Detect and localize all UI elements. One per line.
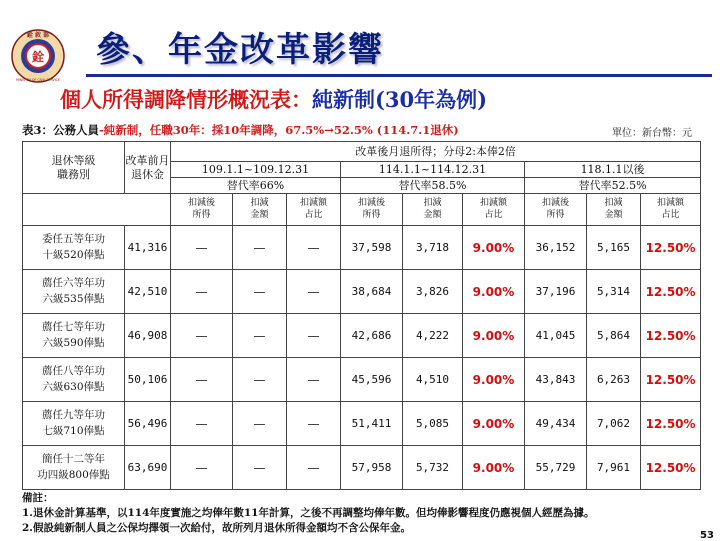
row-p1-income: —	[171, 314, 233, 358]
row-p1-amount: —	[233, 226, 287, 270]
table-row	[23, 270, 701, 314]
row-rank-name: 委任五等年功 十級520俸點	[23, 226, 125, 270]
row-p3-amount: 7,961	[587, 446, 641, 490]
row-p1-income: —	[171, 358, 233, 402]
row-pre-reform-amount: 63,690	[125, 446, 171, 490]
page-subtitle	[60, 84, 487, 114]
row-p1-income: —	[171, 402, 233, 446]
subheader-p3-amount: 扣減 金額	[587, 194, 641, 226]
row-p3-income: 43,843	[525, 358, 587, 402]
row-p3-ratio: 12.50%	[641, 358, 701, 402]
row-p3-ratio: 12.50%	[641, 314, 701, 358]
row-p1-amount: —	[233, 402, 287, 446]
subheader-p1-income: 扣減後 所得	[171, 194, 233, 226]
row-p2-amount: 3,718	[403, 226, 463, 270]
footnotes	[22, 491, 595, 536]
header-pre-reform: 改革前月 退休金	[125, 142, 171, 194]
seal-center-char: 銓	[31, 50, 45, 64]
row-p2-ratio: 9.00%	[463, 226, 525, 270]
row-p2-amount: 4,510	[403, 358, 463, 402]
subheader-p2-income: 扣減後 所得	[341, 194, 403, 226]
row-p1-ratio: —	[287, 358, 341, 402]
row-p2-amount: 5,085	[403, 402, 463, 446]
row-p3-amount: 6,263	[587, 358, 641, 402]
row-p2-income: 51,411	[341, 402, 403, 446]
row-p3-ratio: 12.50%	[641, 446, 701, 490]
row-p3-amount: 5,314	[587, 270, 641, 314]
subtitle-rest: 純新制(30年為例)	[312, 87, 488, 112]
row-p2-income: 57,958	[341, 446, 403, 490]
row-p3-income: 36,152	[525, 226, 587, 270]
row-p1-amount: —	[233, 446, 287, 490]
subheader-p3-income: 扣減後 所得	[525, 194, 587, 226]
period-2-range: 114.1.1~114.12.31	[341, 162, 525, 178]
row-p2-ratio: 9.00%	[463, 314, 525, 358]
row-p2-income: 38,684	[341, 270, 403, 314]
row-p1-income: —	[171, 270, 233, 314]
row-p3-amount: 5,864	[587, 314, 641, 358]
row-pre-reform-amount: 42,510	[125, 270, 171, 314]
row-pre-reform-amount: 41,316	[125, 226, 171, 270]
table-row	[23, 226, 701, 270]
row-rank-name: 薦任八等年功 六級630俸點	[23, 358, 125, 402]
row-p1-ratio: —	[287, 270, 341, 314]
row-pre-reform-amount: 46,908	[125, 314, 171, 358]
subheader-p2-amount: 扣減 金額	[403, 194, 463, 226]
period-1-range: 109.1.1~109.12.31	[171, 162, 341, 178]
subheader-p1-ratio: 扣減額 占比	[287, 194, 341, 226]
pension-table	[22, 141, 701, 490]
row-p1-ratio: —	[287, 402, 341, 446]
period-3-range: 118.1.1以後	[525, 162, 701, 178]
row-p3-amount: 5,165	[587, 226, 641, 270]
title-divider	[86, 74, 712, 77]
row-p2-income: 37,598	[341, 226, 403, 270]
period-3-rate: 替代率52.5%	[525, 178, 701, 194]
row-p2-amount: 4,222	[403, 314, 463, 358]
footnote-1: 1.退休金計算基準，以114年度實施之均俸年數11年計算，之後不再調整均俸年數。但均俸影響程度仍應視個人經歷為據。	[22, 507, 595, 519]
row-p1-amount: —	[233, 270, 287, 314]
period-2-rate: 替代率58.5%	[341, 178, 525, 194]
table-row	[23, 402, 701, 446]
row-p2-amount: 5,732	[403, 446, 463, 490]
footnotes-heading: 備註：	[22, 492, 54, 504]
row-p2-ratio: 9.00%	[463, 402, 525, 446]
row-p3-ratio: 12.50%	[641, 270, 701, 314]
header-rank: 退休等級 職務別	[23, 142, 125, 194]
period-1-rate: 替代率66%	[171, 178, 341, 194]
row-pre-reform-amount: 56,496	[125, 402, 171, 446]
row-pre-reform-amount: 50,106	[125, 358, 171, 402]
row-p2-amount: 3,826	[403, 270, 463, 314]
row-p3-income: 49,434	[525, 402, 587, 446]
row-rank-name: 薦任六等年功 六級535俸點	[23, 270, 125, 314]
table-row	[23, 358, 701, 402]
header-post-reform: 改革後月退所得；分母2:本俸2倍	[171, 142, 701, 162]
table-caption-detail: -純新制，任職30年：採10年調降，67.5%→52.5% (114.7.1退休)	[99, 123, 459, 137]
table-caption-label: 表3：公務人員	[22, 123, 100, 137]
subheader-p1-amount: 扣減 金額	[233, 194, 287, 226]
ministry-seal-icon	[10, 28, 66, 84]
row-p1-amount: —	[233, 314, 287, 358]
row-p2-income: 42,686	[341, 314, 403, 358]
row-p1-ratio: —	[287, 314, 341, 358]
row-p1-ratio: —	[287, 446, 341, 490]
row-rank-name: 薦任七等年功 六級590俸點	[23, 314, 125, 358]
seal-bottom-text: MINISTRY OF CIVIL SERVICE	[16, 78, 60, 82]
subtitle-lead: 個人所得調降情形概況表：	[60, 87, 312, 112]
subheader-p3-ratio: 扣減額 占比	[641, 194, 701, 226]
row-p3-ratio: 12.50%	[641, 402, 701, 446]
row-p1-ratio: —	[287, 226, 341, 270]
footnote-2: 2.假設純新制人員之公保均擇領一次給付，故所列月退休所得金額均不含公保年金。	[22, 522, 411, 534]
row-p1-income: —	[171, 226, 233, 270]
row-p3-income: 55,729	[525, 446, 587, 490]
table-row	[23, 314, 701, 358]
row-p2-ratio: 9.00%	[463, 446, 525, 490]
seal-top-text: 銓 敘 部	[26, 32, 50, 39]
row-p2-ratio: 9.00%	[463, 358, 525, 402]
row-p1-amount: —	[233, 358, 287, 402]
row-p3-income: 37,196	[525, 270, 587, 314]
row-p3-income: 41,045	[525, 314, 587, 358]
page-number: 53	[700, 530, 714, 541]
row-p3-amount: 7,062	[587, 402, 641, 446]
row-p2-income: 45,596	[341, 358, 403, 402]
row-rank-name: 簡任十二等年 功四級800俸點	[23, 446, 125, 490]
unit-note: 單位：新台幣：元	[612, 128, 692, 139]
table-row	[23, 446, 701, 490]
table-caption	[22, 122, 459, 138]
row-p1-income: —	[171, 446, 233, 490]
subheader-blank	[23, 194, 171, 226]
row-p2-ratio: 9.00%	[463, 270, 525, 314]
row-rank-name: 薦任九等年功 七級710俸點	[23, 402, 125, 446]
row-p3-ratio: 12.50%	[641, 226, 701, 270]
subheader-p2-ratio: 扣減額 占比	[463, 194, 525, 226]
page-title: 參、年金改革影響	[96, 30, 384, 70]
